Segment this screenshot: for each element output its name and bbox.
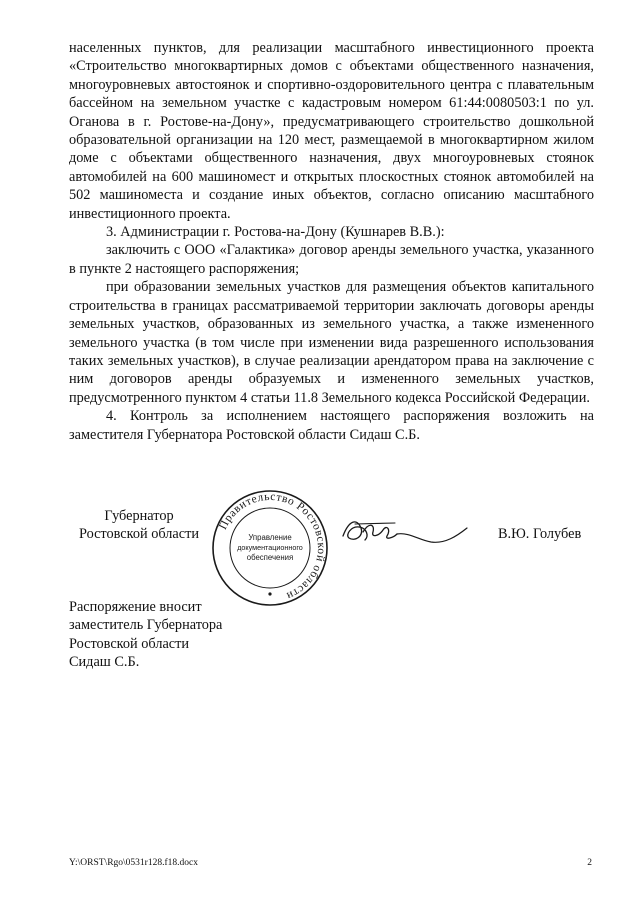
submitter-line-3: Ростовской области — [69, 635, 190, 652]
handwritten-signature-icon — [335, 506, 475, 556]
signer-position — [69, 507, 209, 544]
seal-inner-line-2: документационного — [237, 543, 303, 552]
signer-name: В.Ю. Голубев — [498, 526, 582, 542]
signer-position-line-1: Губернатор — [104, 508, 174, 524]
paragraph-3: заключить с ООО «Галактика» договор аренды земельного участка, указанного в пункте 2 настоящего распоряжения; — [69, 242, 594, 277]
paragraph-4: при образовании земельных участков для размещения объектов капитального строительства в границах рассматриваемой территории заключать договоры аренды земельных участков, образованных из земельного участка, а также измененного земельного участка (в том числе при изменении вида разрешенного использования таких земельных участков), в случае реализации арендатором права на заключение с ним договоров аренды образуемых и измененного земельных участков, предусмотренного пунктом 4 статьи 11.8 Земельного кодекса Российской Федерации. — [69, 279, 594, 406]
document-body — [69, 39, 594, 444]
file-path: Y:\ORST\Rgo\0531r128.f18.docx — [69, 858, 198, 868]
signature-block — [0, 486, 640, 602]
submitter-block — [69, 598, 289, 672]
signer-position-line-2: Ростовской области — [78, 526, 200, 543]
seal-inner-line-1: Управление — [248, 533, 292, 542]
seal-outer-text: Правительство Ростовской области — [217, 490, 328, 602]
submitter-line-1: Распоряжение вносит — [69, 599, 202, 615]
paragraph-2: 3. Администрации г. Ростова-на-Дону (Кушнарев В.В.): — [106, 224, 445, 241]
paragraph-1: населенных пунктов, для реализации масштабного инвестиционного проекта «Строительство многоквартирных домов с объектами общественного назначения, многоуровневых автостоянок и спортивно-оздоровительного центра с плавательным бассейном на земельном участке с кадастровым номером 61:44:0080503:1 по ул. Оганова в г. Ростове-на-Дону», предусматривающего строительство дошкольной образовательной организации на 120 мест, размещаемой в многоквартирном жилом доме с объектами общественного назначения, двух многоуровневых стоянок автомобилей на 600 машиномест и открытых плоскостных стоянок автомобилей на 502 машиноместа и создание иных объектов, согласно описанию масштабного инвестиционного проекта. — [69, 40, 594, 222]
seal-inner-line-3: обеспечения — [246, 553, 294, 562]
official-seal-icon — [210, 488, 330, 608]
paragraph-5: 4. Контроль за исполнением настоящего распоряжения возложить на заместителя Губернатора Ростовской области Сидаш С.Б. — [69, 408, 594, 443]
page-number: 2 — [587, 858, 592, 868]
submitter-line-4: Сидаш С.Б. — [69, 654, 140, 671]
submitter-line-2: заместитель Губернатора — [69, 617, 223, 634]
